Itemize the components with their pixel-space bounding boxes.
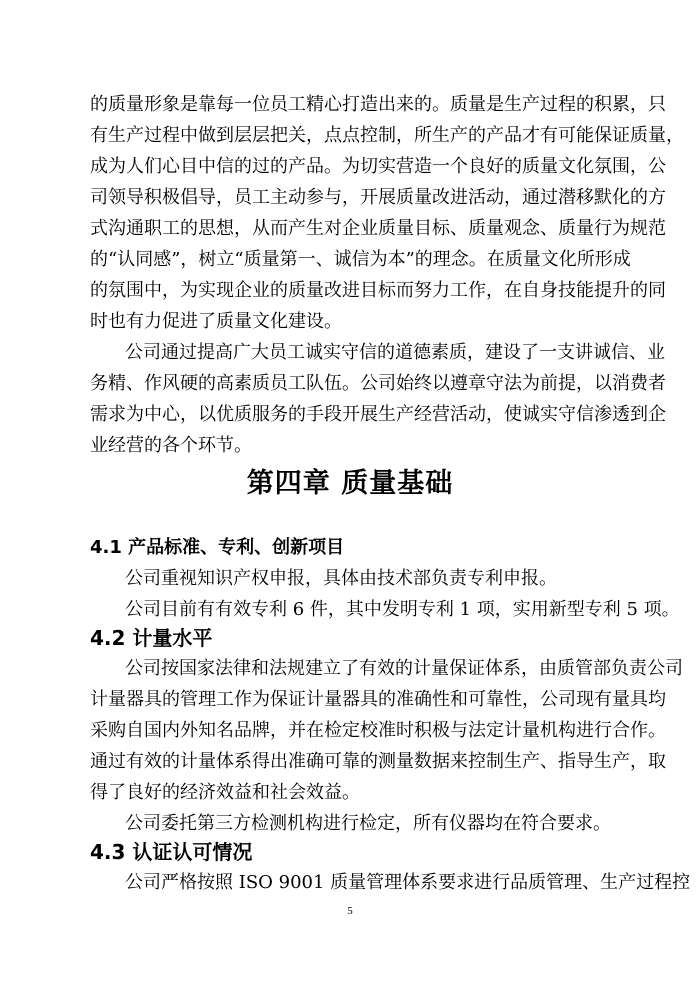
paragraph-line: 的“认同感”，树立“质量第一、诚信为本”的理念。在质量文化所形成 <box>90 249 631 270</box>
paragraph-line: 公司重视知识产权申报，具体由技术部负责专利申报。 <box>125 568 557 589</box>
paragraph-line: 务精、作风硬的高素质员工队伍。公司始终以遵章守法为前提，以消费者 <box>90 373 666 394</box>
paragraph-line: 公司按国家法律和法规建立了有效的计量保证体系，由质管部负责公司 <box>125 658 683 679</box>
paragraph-line: 计量器具的管理工作为保证计量器具的准确性和可靠性，公司现有量具均 <box>90 689 666 710</box>
paragraph-line: 的质量形象是靠每一位员工精心打造出来的。质量是生产过程的积累，只 <box>90 94 666 115</box>
chapter-title: 第四章 质量基础 <box>246 468 454 499</box>
paragraph-line: 司领导积极倡导，员工主动参与，开展质量改进活动，通过潜移默化的方 <box>90 187 666 208</box>
paragraph-line: 成为人们心目中信的过的产品。为切实营造一个良好的质量文化氛围，公 <box>90 156 666 177</box>
page-number: 5 <box>347 905 353 917</box>
paragraph-line: 有生产过程中做到层层把关，点点控制，所生产的产品才有可能保证质量， <box>90 125 684 146</box>
paragraph-line: 得了良好的经济效益和社会效益。 <box>90 782 360 803</box>
section-heading-4-2: 4.2 计量水平 <box>90 626 213 650</box>
paragraph-line: 公司严格按照 ISO 9001 质量管理体系要求进行品质管理、生产过程控 <box>125 872 691 893</box>
paragraph-line: 式沟通职工的思想，从而产生对企业质量目标、质量观念、质量行为规范 <box>90 218 666 239</box>
paragraph-line: 业经营的各个环节。 <box>90 435 252 456</box>
paragraph-line: 需求为中心，以优质服务的手段开展生产经营活动，使诚实守信渗透到企 <box>90 404 666 425</box>
paragraph-line: 时也有力促进了质量文化建设。 <box>90 311 342 332</box>
paragraph-line: 公司目前有有效专利 6 件，其中发明专利 1 项，实用新型专利 5 项。 <box>125 599 680 620</box>
section-heading-4-1: 4.1 产品标准、专利、创新项目 <box>90 537 345 558</box>
paragraph-line: 公司通过提高广大员工诚实守信的道德素质，建设了一支讲诚信、业 <box>125 342 665 363</box>
paragraph-line: 公司委托第三方检测机构进行检定，所有仪器均在符合要求。 <box>125 813 611 834</box>
paragraph-line: 通过有效的计量体系得出准确可靠的测量数据来控制生产、指导生产，取 <box>90 751 666 772</box>
section-heading-4-3: 4.3 认证认可情况 <box>90 840 253 864</box>
paragraph-line: 的氛围中，为实现企业的质量改进目标而努力工作，在自身技能提升的同 <box>90 280 666 301</box>
paragraph-line: 采购自国内外知名品牌，并在检定校准时积极与法定计量机构进行合作。 <box>90 720 666 741</box>
